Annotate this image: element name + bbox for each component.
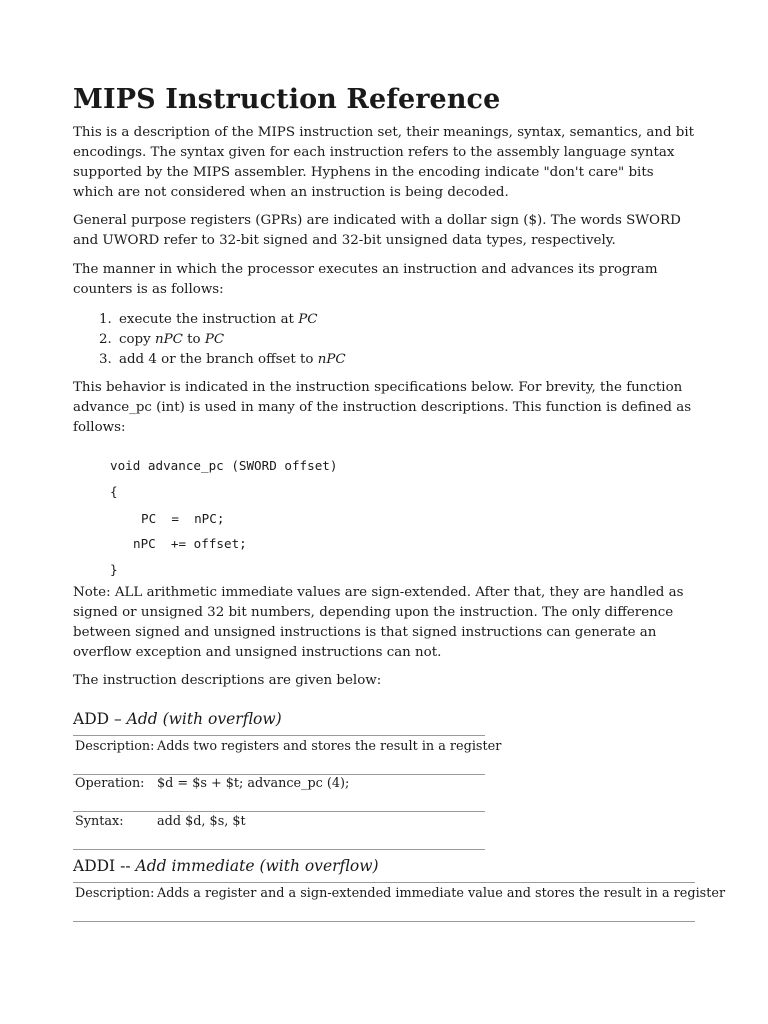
add-title: Add (with overflow) bbox=[126, 710, 282, 728]
row-label: Operation: bbox=[75, 776, 145, 791]
code-line: { bbox=[110, 484, 118, 499]
page-title: MIPS Instruction Reference bbox=[73, 84, 501, 115]
row-label: Description: bbox=[75, 739, 155, 754]
add-heading bbox=[73, 710, 282, 728]
add-description-row bbox=[75, 739, 501, 754]
table-divider bbox=[73, 921, 695, 922]
step-variable: PC bbox=[298, 312, 318, 327]
list-number: 3. bbox=[99, 352, 112, 367]
behavior-paragraph: This behavior is indicated in the instruction specifications below. For brevity, the function advance_pc (int) is used in many of the instruction descriptions. This function is defined as follows: bbox=[73, 380, 692, 435]
add-operation-row bbox=[75, 776, 349, 791]
gprs-paragraph: General purpose registers (GPRs) are indicated with a dollar sign ($). The words SWORD and UWORD refer to 32-bit signed and 32-bit unsigned data types, respectively. bbox=[73, 213, 681, 248]
code-line: void advance_pc (SWORD offset) bbox=[110, 458, 338, 473]
step-text: to bbox=[182, 332, 205, 347]
code-line: PC = nPC; bbox=[141, 511, 225, 526]
table-divider bbox=[73, 849, 485, 850]
manner-paragraph: The manner in which the processor executes an instruction and advances its program counters is as follows: bbox=[73, 262, 658, 297]
addi-title: Add immediate (with overflow) bbox=[135, 857, 379, 875]
row-value: $d = $s + $t; advance_pc (4); bbox=[157, 776, 350, 791]
list-item bbox=[99, 330, 346, 350]
code-line: } bbox=[110, 562, 118, 577]
list-number: 1. bbox=[99, 312, 112, 327]
step-text: copy bbox=[119, 332, 155, 347]
add-mnemonic: ADD – bbox=[73, 710, 127, 728]
table-divider bbox=[73, 735, 485, 736]
step-text: execute the instruction at bbox=[119, 312, 299, 327]
intro-paragraph: This is a description of the MIPS instruction set, their meanings, syntax, semantics, and bit encodings. The syntax given for each instruction refers to the assembly language syntax supported by the MIPS assembler. Hyphens in the encoding indicate "don't care" bits which are not considered when an instruction is being decoded. bbox=[73, 125, 695, 200]
addi-mnemonic: ADDI -- bbox=[73, 857, 136, 875]
row-value: add $d, $s, $t bbox=[157, 814, 246, 829]
steps-list bbox=[99, 310, 346, 370]
add-syntax-row bbox=[75, 814, 246, 829]
row-value: Adds two registers and stores the result in a register bbox=[157, 739, 502, 754]
list-item bbox=[99, 350, 346, 370]
table-divider bbox=[73, 882, 695, 883]
code-line: nPC += offset; bbox=[133, 536, 247, 551]
addi-heading bbox=[73, 857, 379, 875]
row-label: Syntax: bbox=[75, 814, 124, 829]
given-paragraph: The instruction descriptions are given below: bbox=[73, 673, 382, 688]
addi-description-row bbox=[75, 886, 725, 901]
step-variable: nPC bbox=[154, 332, 183, 347]
step-text: add 4 or the branch offset to bbox=[119, 352, 318, 367]
table-divider bbox=[73, 811, 485, 812]
table-divider bbox=[73, 774, 485, 775]
list-number: 2. bbox=[99, 332, 112, 347]
row-value: Adds a register and a sign-extended immediate value and stores the result in a register bbox=[157, 886, 726, 901]
step-variable: nPC bbox=[317, 352, 346, 367]
step-variable: PC bbox=[204, 332, 225, 347]
list-item bbox=[99, 310, 346, 330]
row-label: Description: bbox=[75, 886, 155, 901]
note-paragraph: Note: ALL arithmetic immediate values are sign-extended. After that, they are handled as signed or unsigned 32 bit numbers, depending upon the instruction. The only difference between signed and unsigned instructions is that signed instructions can generate an overflow exception and unsigned instructions can not. bbox=[73, 585, 684, 660]
